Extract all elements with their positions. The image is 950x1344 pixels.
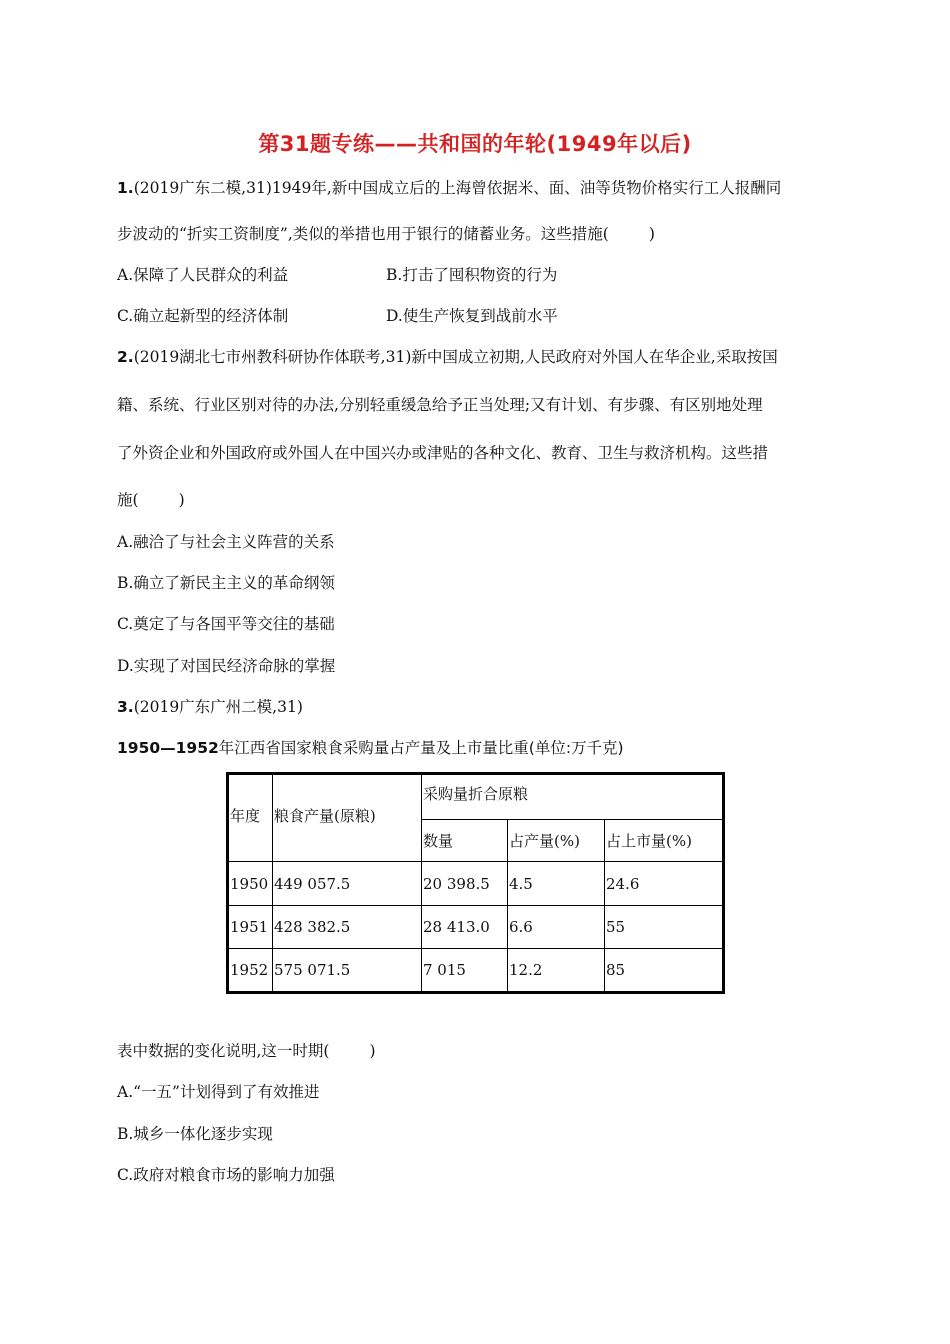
question-1-line-1: [117, 176, 781, 198]
question-1-line-2: [117, 222, 655, 244]
header-year: 年度: [228, 774, 273, 862]
question-3-option-a[interactable]: A.“一五”计划得到了有效推进: [117, 1083, 320, 1101]
header-output: 粮食产量(原粮): [273, 774, 422, 862]
question-3-text-1: (2019广东广州二模,31): [133, 698, 303, 716]
cell-pct-market: 85: [605, 949, 724, 993]
question-2-line-1: [117, 345, 778, 367]
question-2-option-d[interactable]: D.实现了对国民经济命脉的掌握: [117, 657, 336, 675]
cell-year: 1950: [228, 862, 273, 906]
cell-quantity: 20 398.5: [422, 862, 508, 906]
page-title: 第31题专练——共和国的年轮(1949年以后): [258, 132, 692, 156]
table-caption-text: 年江西省国家粮食采购量占产量及上市量比重(单位:万千克): [218, 739, 624, 757]
question-3-option-b[interactable]: B.城乡一体化逐步实现: [117, 1125, 273, 1143]
question-3-stem-text: 表中数据的变化说明,这一时期(: [117, 1042, 330, 1060]
question-2-number: 2.: [117, 348, 134, 366]
header-purchase: 采购量折合原粮: [422, 774, 724, 820]
question-2-text-1: (2019湖北七市州教科研协作体联考,31)新中国成立初期,人民政府对外国人在华企业,采取按国: [133, 348, 778, 366]
question-3-number: 3.: [117, 698, 134, 716]
grain-purchase-table: [226, 772, 725, 994]
table-caption-years: 1950—1952: [117, 739, 219, 757]
question-1-option-a[interactable]: A.保障了人民群众的利益: [117, 266, 289, 284]
cell-pct-market: 55: [605, 906, 724, 949]
cell-pct-output: 12.2: [508, 949, 605, 993]
question-2-line-4: [117, 488, 185, 510]
question-2-option-a[interactable]: A.融洽了与社会主义阵营的关系: [117, 533, 335, 551]
question-1-number: 1.: [117, 179, 134, 197]
question-2-text-4: 施(: [117, 491, 139, 509]
cell-year: 1952: [228, 949, 273, 993]
question-2-paren-close: ): [178, 491, 185, 509]
question-2-line-3: 了外资企业和外国政府或外国人在中国兴办或津贴的各种文化、教育、卫生与救济机构。这些措: [117, 444, 769, 462]
cell-output: 575 071.5: [273, 949, 422, 993]
header-quantity: 数量: [422, 820, 508, 862]
question-3-option-c[interactable]: C.政府对粮食市场的影响力加强: [117, 1166, 335, 1184]
table-caption: [117, 736, 624, 758]
cell-pct-output: 6.6: [508, 906, 605, 949]
question-1-text-1: (2019广东二模,31)1949年,新中国成立后的上海曾依据米、面、油等货物价格实行工人报酬同: [133, 179, 782, 197]
cell-pct-market: 24.6: [605, 862, 724, 906]
table-row: [228, 862, 724, 906]
question-1-option-d[interactable]: D.使生产恢复到战前水平: [386, 307, 558, 325]
question-1-text-2: 步波动的“折实工资制度”,类似的举措也用于银行的储蓄业务。这些措施(: [117, 225, 609, 243]
header-pct-market: 占上市量(%): [605, 820, 724, 862]
question-2-option-b[interactable]: B.确立了新民主主义的革命纲领: [117, 574, 335, 592]
question-3-paren-close: ): [369, 1042, 376, 1060]
cell-pct-output: 4.5: [508, 862, 605, 906]
cell-quantity: 7 015: [422, 949, 508, 993]
header-pct-output: 占产量(%): [508, 820, 605, 862]
question-1-option-b[interactable]: B.打击了囤积物资的行为: [386, 266, 558, 284]
question-2-line-2: 籍、系统、行业区别对待的办法,分别轻重缓急给予正当处理;又有计划、有步骤、有区别地处理: [117, 396, 763, 414]
cell-output: 428 382.5: [273, 906, 422, 949]
cell-output: 449 057.5: [273, 862, 422, 906]
cell-quantity: 28 413.0: [422, 906, 508, 949]
question-2-option-c[interactable]: C.奠定了与各国平等交往的基础: [117, 615, 335, 633]
question-1-paren-close: ): [648, 225, 655, 243]
question-3-line-1: [117, 695, 303, 717]
question-1-option-c[interactable]: C.确立起新型的经济体制: [117, 307, 289, 325]
cell-year: 1951: [228, 906, 273, 949]
table-row: [228, 906, 724, 949]
question-3-stem: [117, 1039, 376, 1061]
table-row: [228, 949, 724, 993]
